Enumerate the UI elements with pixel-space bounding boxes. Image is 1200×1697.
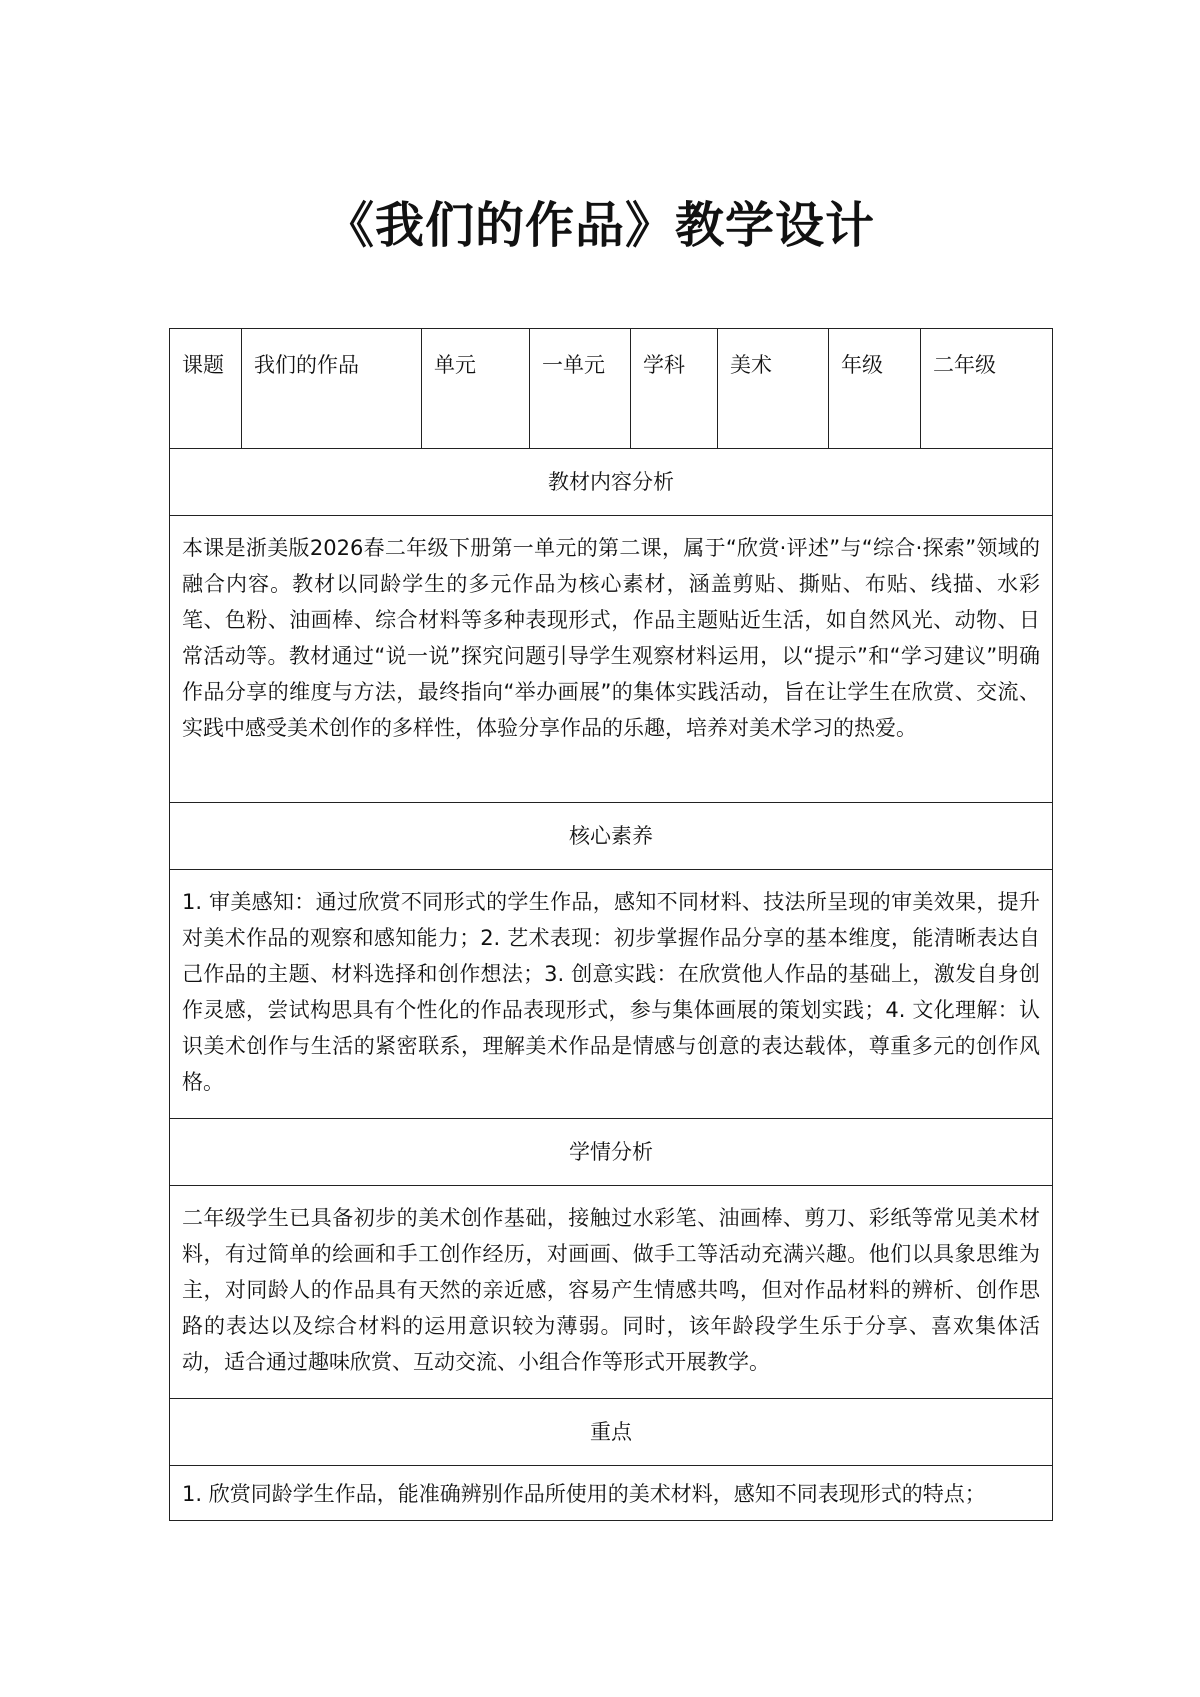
- section-body-row: [170, 870, 1053, 1119]
- section-body-key-points: 1. 欣赏同龄学生作品，能准确辨别作品所使用的美术材料，感知不同表现形式的特点；: [170, 1466, 1053, 1521]
- grade-label: 年级: [829, 329, 921, 449]
- subject-label: 学科: [631, 329, 718, 449]
- topic-label: 课题: [170, 329, 242, 449]
- info-row: [170, 329, 1053, 449]
- section-heading-student-analysis: 学情分析: [170, 1119, 1053, 1186]
- section-heading-core-literacy: 核心素养: [170, 803, 1053, 870]
- section-body-row: [170, 516, 1053, 803]
- subject-value: 美术: [718, 329, 829, 449]
- topic-value: 我们的作品: [242, 329, 422, 449]
- section-heading-row: [170, 803, 1053, 870]
- section-body-core-literacy: 1. 审美感知：通过欣赏不同形式的学生作品，感知不同材料、技法所呈现的审美效果，提升对美术作品的观察和感知能力；2. 艺术表现：初步掌握作品分享的基本维度，能清晰表达自己作品的主题、材料选择和创作想法；3. 创意实践：在欣赏他人作品的基础上，激发自身创作灵感，尝试构思具有个性化的作品表现形式，参与集体画展的策划实践；4. 文化理解：认识美术创作与生活的紧密联系，理解美术作品是情感与创意的表达载体，尊重多元的创作风格。: [170, 870, 1053, 1119]
- section-body-textbook-analysis: 本课是浙美版2026春二年级下册第一单元的第二课，属于“欣赏·评述”与“综合·探索”领域的融合内容。教材以同龄学生的多元作品为核心素材，涵盖剪贴、撕贴、布贴、线描、水彩笔、色粉、油画棒、综合材料等多种表现形式，作品主题贴近生活，如自然风光、动物、日常活动等。教材通过“说一说”探究问题引导学生观察材料运用，以“提示”和“学习建议”明确作品分享的维度与方法，最终指向“举办画展”的集体实践活动，旨在让学生在欣赏、交流、实践中感受美术创作的多样性，体验分享作品的乐趣，培养对美术学习的热爱。: [170, 516, 1053, 803]
- section-heading-row: [170, 1119, 1053, 1186]
- section-body-student-analysis: 二年级学生已具备初步的美术创作基础，接触过水彩笔、油画棒、剪刀、彩纸等常见美术材料，有过简单的绘画和手工创作经历，对画画、做手工等活动充满兴趣。他们以具象思维为主，对同龄人的作品具有天然的亲近感，容易产生情感共鸣，但对作品材料的辨析、创作思路的表达以及综合材料的运用意识较为薄弱。同时，该年龄段学生乐于分享、喜欢集体活动，适合通过趣味欣赏、互动交流、小组合作等形式开展教学。: [170, 1186, 1053, 1399]
- section-heading-textbook-analysis: 教材内容分析: [170, 449, 1053, 516]
- section-heading-row: [170, 1399, 1053, 1466]
- grade-value: 二年级: [921, 329, 1053, 449]
- section-heading-row: [170, 449, 1053, 516]
- lesson-plan-table: [169, 328, 1053, 1521]
- section-body-row: [170, 1466, 1053, 1521]
- section-body-row: [170, 1186, 1053, 1399]
- section-heading-key-points: 重点: [170, 1399, 1053, 1466]
- unit-label: 单元: [422, 329, 530, 449]
- document-title: 《我们的作品》教学设计: [324, 197, 875, 254]
- unit-value: 一单元: [530, 329, 631, 449]
